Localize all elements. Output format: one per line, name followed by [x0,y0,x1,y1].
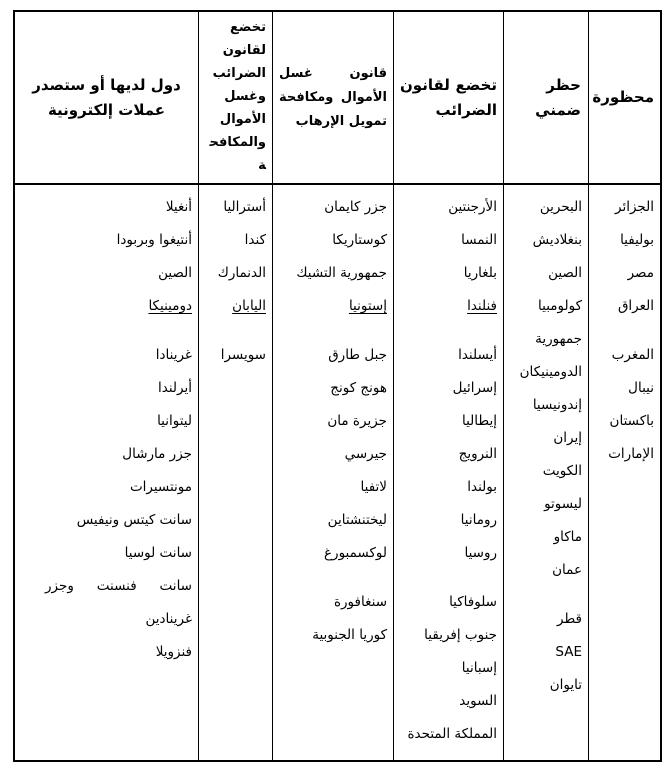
column-body-implicit-ban [504,185,588,760]
currency-regulation-table [13,10,662,762]
country-cell: مصر [627,265,654,281]
country-cell: إندونيسيا [532,397,582,413]
column-header-tax-aml-law: تخضع لقانون الضرائب وغسل الأموال والمكافحة [199,12,272,185]
country-cell: الصين [158,265,192,281]
country-cell: سانت لوسيا [124,545,192,561]
column-gap [394,570,503,586]
country-cell: النرويج [458,446,497,462]
country-cell: سويسرا [220,347,266,363]
country-cell: جيرسي [344,446,387,462]
country-cell: الجزائر [615,199,654,215]
country-cell: لاتفيا [360,479,387,495]
country-cell: قطر [557,611,582,627]
country-link[interactable]: إستونيا [348,298,387,314]
country-cell: الدنمارك [217,265,266,281]
country-cell: رومانيا [460,512,497,528]
country-cell: فنزويلا [155,644,192,660]
column-aml-ctf-law [272,12,393,760]
column-prohibited [588,12,660,760]
column-tax-aml-law [198,12,272,760]
country-cell: الكويت [542,463,582,479]
country-cell: SAE [555,644,582,660]
column-gap [15,323,198,339]
country-cell: روسيا [464,545,497,561]
country-cell: أستراليا [223,199,266,215]
column-body-prohibited [589,185,660,760]
country-cell: الصين [548,265,582,281]
country-cell: المغرب [611,347,654,363]
country-cell: أيسلندا [458,347,497,363]
country-cell: سلوفاكيا [449,594,497,610]
column-body-tax-aml-law [199,185,272,760]
country-cell: ماكاو [553,529,582,545]
column-header-digital-currency-countries: دول لديها أو ستصدر عملات إلكترونية [15,12,198,185]
country-cell: هونج كونج [330,380,387,396]
country-cell: النمسا [461,232,497,248]
country-link[interactable]: فنلندا [467,298,497,314]
column-digital-currency-countries [15,12,198,760]
country-cell: سانت فنسنت وجزر غرينادين [45,578,192,627]
country-cell: عمان [552,562,582,578]
country-cell: إيطاليا [462,413,497,429]
column-gap [589,323,660,339]
country-cell: باكستان [609,413,654,429]
country-cell: جمهورية التشيك [296,265,387,281]
country-cell: البحرين [539,199,582,215]
country-cell: إسبانيا [461,660,497,676]
country-cell: لوكسمبورغ [324,545,387,561]
country-cell: السويد [459,693,497,709]
country-cell: جزر كايمان [324,199,387,215]
country-cell: كوستاريكا [332,232,387,248]
column-tax-law [393,12,503,760]
column-implicit-ban [503,12,588,760]
country-cell: نيبال [628,380,654,396]
country-cell: بولندا [467,479,497,495]
country-cell: بنغلاديش [532,232,582,248]
country-cell: سنغافورة [333,594,387,610]
country-cell: تايوان [549,677,582,693]
country-cell: الإمارات [608,446,654,462]
country-cell: إسرائيل [452,380,497,396]
column-header-aml-ctf-law: قانون غسل الأموال ومكافحة تمويل الإرهاب [273,12,393,185]
column-gap [394,323,503,339]
country-cell: كوريا الجنوبية [312,627,387,643]
country-cell: جنوب إفريقيا [424,627,497,643]
country-cell: بوليفيا [620,232,654,248]
column-header-prohibited: محظورة [589,12,660,185]
country-cell: كولومبيا [538,298,582,314]
country-cell: جزيرة مان [327,413,387,429]
country-cell: ليتوانيا [157,413,192,429]
country-cell: أنتيغوا وبربودا [116,232,192,248]
column-gap [504,587,588,603]
country-cell: جبل طارق [328,347,387,363]
column-gap [199,323,272,339]
column-body-digital-currency-countries [15,185,198,760]
country-cell: غرينادا [155,347,192,363]
country-cell: مونتسيرات [129,479,192,495]
column-header-tax-law: تخضع لقانون الضرائب [394,12,503,185]
column-gap [273,570,393,586]
column-gap [273,323,393,339]
country-cell: ليسوتو [544,496,582,512]
country-cell: بلغاريا [463,265,497,281]
country-cell: إيران [553,430,582,446]
country-cell: المملكة المتحدة [407,726,497,742]
country-cell: سانت كيتس ونيفيس [76,512,192,528]
country-cell: الأرجنتين [448,199,497,215]
country-link[interactable]: دومينيكا [148,298,192,314]
country-cell: أنغيلا [165,199,192,215]
country-cell: كندا [244,232,266,248]
country-cell: جزر مارشال [122,446,192,462]
country-cell: العراق [617,298,654,314]
country-cell: أيرلندا [158,380,192,396]
country-cell: ليختنشتاين [327,512,387,528]
country-link[interactable]: اليابان [232,298,266,314]
column-body-aml-ctf-law [273,185,393,760]
column-header-implicit-ban: حظر ضمني [504,12,588,185]
country-cell: جمهورية الدومينيكان [519,331,582,380]
column-body-tax-law [394,185,503,760]
